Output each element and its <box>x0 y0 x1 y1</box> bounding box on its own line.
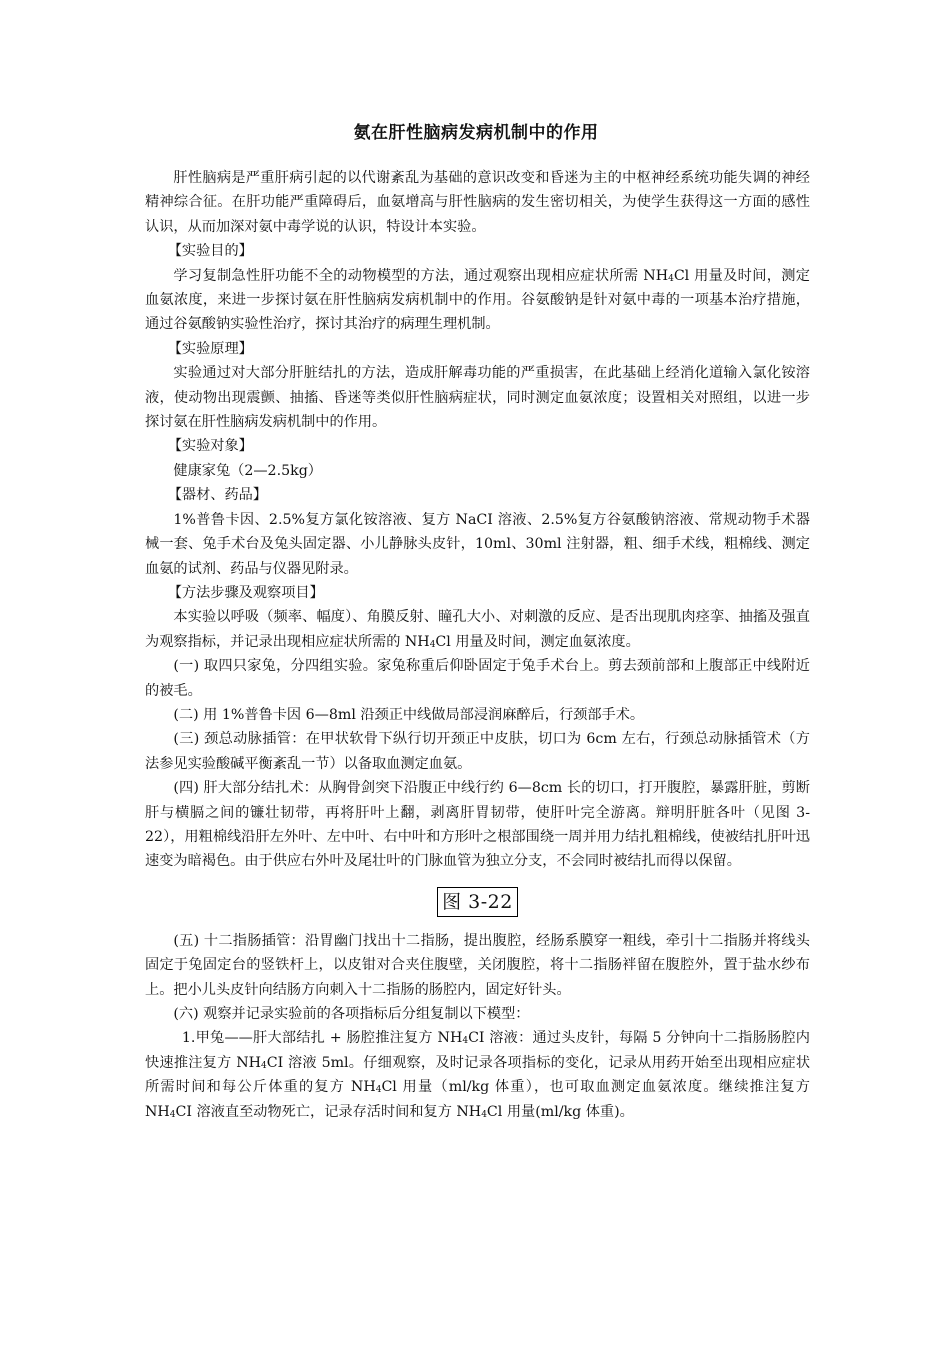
section-heading-materials: 【器材、药品】 <box>167 487 268 504</box>
materials-paragraph: 1%普鲁卡因、2.5%复方氯化铵溶液、复方 NaCI 溶液、2.5%复方谷氨酸钠溶液、常规动物手术器械一套、兔手术台及兔头固定器、小儿静脉头皮针，10ml、30ml 注射器，粗、细手术线，粗棉线、测定血氨的试剂、药品与仪器见附录。 <box>145 511 810 577</box>
method-step-5: (五) 十二指肠插管：沿胃幽门找出十二指肠，提出腹腔，经肠系膜穿一粗线，牵引十二指肠并将线头固定于兔固定台的竖铁杆上，以皮钳对合夹住腹壁，关闭腹腔，将十二指肠袢留在腹腔外，置于盐水纱布上。把小儿头皮针向结肠方向刺入十二指肠的肠腔内，固定好针头。 <box>145 932 810 998</box>
principle-paragraph: 实验通过对大部分肝脏结扎的方法，造成肝解毒功能的严重损害，在此基础上经消化道输入氯化铵溶液，使动物出现震颤、抽搐、昏迷等类似肝性脑病症状，同时测定血氨浓度；设置相关对照组，以进一步探讨氨在肝性脑病发病机制中的作用。 <box>145 365 810 431</box>
section-heading-principle: 【实验原理】 <box>167 340 253 357</box>
section-heading-purpose: 【实验目的】 <box>167 243 253 260</box>
method-step-4: (四) 肝大部分结扎术：从胸骨剑突下沿腹正中线行约 6—8cm 长的切口，打开腹腔，暴露肝脏，剪断肝与横膈之间的镰壮韧带，再将肝叶上翻，剥离肝胃韧带，使肝叶完全游离。辩明肝脏各叶（见图 3-22），用粗棉线沿肝左外叶、左中叶、右中叶和方形叶之根部围绕一周并用力结扎粗棉线，使被结扎肝叶迅速变为暗褐色。由于供应右外叶及尾壮叶的门脉血管为独立分支，不会同时被结扎而得以保留。 <box>145 780 810 870</box>
document-title: 氨在肝性脑病发病机制中的作用 <box>353 123 599 143</box>
subject-paragraph: 健康家兔（2—2.5kg） <box>173 462 322 479</box>
methods-intro-paragraph: 本实验以呼吸（频率、幅度）、角膜反射、瞳孔大小、对刺激的反应、是否出现肌肉痉挛、抽搐及强直为观察指标，并记录出现相应症状所需的 $NH_4Cl$ 用量及时间，测定血氨浓度。 <box>145 609 810 650</box>
method-step-1: (一) 取四只家兔，分四组实验。家兔称重后仰卧固定于兔手术台上。剪去颈前部和上腹部正中线附近的被毛。 <box>145 658 810 699</box>
section-heading-subject: 【实验对象】 <box>167 438 253 455</box>
intro-paragraph: 肝性脑病是严重肝病引起的以代谢紊乱为基础的意识改变和昏迷为主的中枢神经系统功能失调的神经精神综合征。在肝功能严重障碍后，血氨增高与肝性脑病的发生密切相关，为使学生获得这一方面的感性认识，从而加深对氨中毒学说的认识，特设计本实验。 <box>145 170 810 235</box>
method-step-3: (三) 颈总动脉插管：在甲状软骨下纵行切开颈正中皮肤，切口为 6cm 左右，行颈总动脉插管术（方法参见实验酸碱平衡紊乱一节）以备取血测定血氨。 <box>145 731 810 772</box>
figure-label: 图 3-22 <box>437 887 518 917</box>
method-step-6: (六) 观察并记录实验前的各项指标后分组复制以下模型： <box>173 1006 530 1022</box>
section-heading-methods: 【方法步骤及观察项目】 <box>167 584 324 601</box>
purpose-paragraph: 学习复制急性肝功能不全的动物模型的方法，通过观察出现相应症状所需 $NH_4Cl$ 用量及时间，测定血氨浓度，来进一步探讨氨在肝性脑病发病机制中的作用。谷氨酸钠是针对氨中毒的一项基本治疗措施，通过谷氨酸钠实验性治疗，探讨其治疗的病理生理机制。 <box>145 267 810 333</box>
document-body <box>145 166 810 1124</box>
method-step-2: (二) 用 1%普鲁卡因 6—8ml 沿颈正中线做局部浸润麻醉后，行颈部手术。 <box>173 706 645 723</box>
model-1-paragraph: 1.甲兔——肝大部结扎 + 肠腔推注复方 $NH_4CI$ 溶液：通过头皮针，每隔 5 分钟向十二指肠肠腔内快速推注复方 $NH_4CI$ 溶液 5ml。仔细观察，及时记录各项指标的变化，记录从用药开始至出现相应症状所需时间和每公斤体重的复方 $NH_4Cl$ 用量（ml/kg 体重），也可取血测定血氨浓度。继续推注复方 $NH_4CI$ 溶液直至动物死亡，记录存活时间和复方 $NH_4Cl$ 用量(ml/kg 体重)。 <box>145 1030 811 1120</box>
figure-placeholder <box>145 887 810 919</box>
